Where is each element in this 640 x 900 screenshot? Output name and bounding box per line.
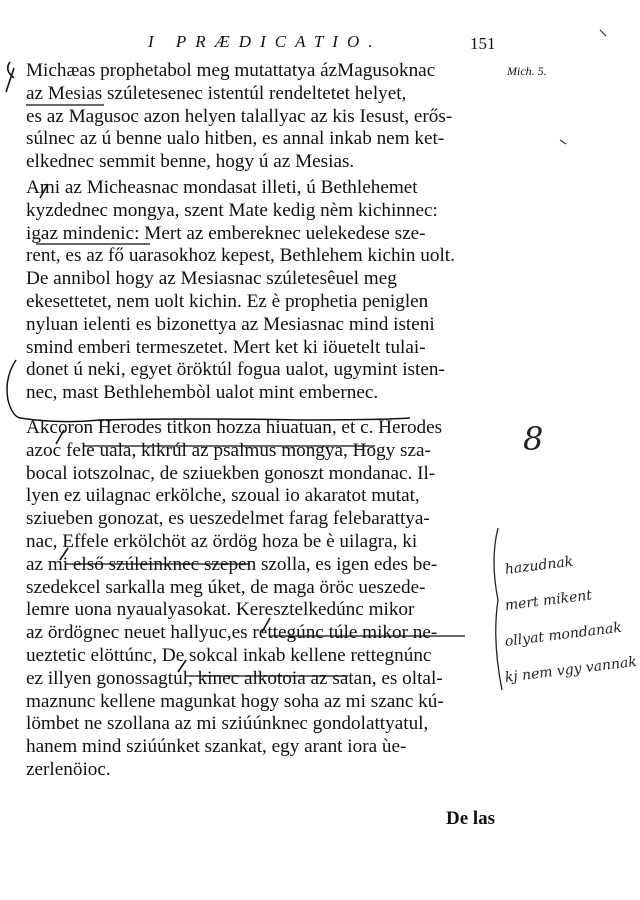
text-line: nyluan ielenti es bizonettya az Mesiasnac mind isteni — [26, 313, 435, 335]
text-line: Michæas prophetabol meg mutattatya ázMagusoknac — [26, 60, 436, 81]
margin-tick — [600, 30, 606, 36]
text-line: szedekcel sarkalla meg úket, de maga öröc ueszede- — [26, 576, 426, 598]
handwritten-note-line: hazudnak — [504, 553, 575, 578]
running-head: I PRÆDICATIO. — [148, 32, 382, 51]
handwritten-number: 8 — [523, 420, 544, 458]
text-line: maznunc kellene magunkat hogy soha az mi szanc kú- — [26, 690, 444, 712]
body-text — [26, 60, 498, 782]
text-line: lömbet ne szollana az mi sziúúnknec gondolattyatul, — [26, 713, 429, 735]
text-line: lyen ez uilagnac erkölche, szoual io akaratot mutat, — [26, 485, 420, 507]
text-line: lemre uona nyaualyasokat. Keresztelkedúnc mikor — [26, 599, 415, 621]
text-line: súlnec az ú benne ualo hitben, es annal inkab nem ket- — [26, 128, 445, 150]
page-number: 151 — [470, 34, 496, 53]
text-line: smind emberi termeszetet. Mert ket ki iöuetelt tulai- — [26, 336, 426, 358]
handwritten-note-line: ollyat mondanak — [504, 619, 623, 650]
text-line: ueztetic elöttúnc, De sokcal inkab kellene rettegnúnc — [26, 644, 432, 666]
handwritten-margin-note — [505, 552, 640, 696]
text-line: azoc fele uala, kikrúl az psalmus mongya, Hogy sza- — [26, 439, 431, 461]
text-line: nac, Effele erkölchöt az ördög hoza be è uilagra, ki — [26, 530, 418, 552]
text-line: donet ú neki, egyet öröktúl fogua ualot, ugymint isten- — [26, 359, 445, 381]
catchword: De las — [446, 808, 496, 829]
text-line: ekesettetet, nem uolt kichin. Ez è prophetia peniglen — [26, 290, 429, 312]
text-line: De annibol hogy az Mesiasnac szúletesêuel meg — [26, 268, 397, 290]
text-line: bocal iotszolnac, de sziuekben gonoszt mondanac. Il- — [26, 462, 436, 484]
text-line-lemma: Akcoron Herodes titkon hozza hiuatuan, et c. Herodes — [26, 416, 443, 438]
handwritten-note-line: kj nem vgy vannak — [504, 653, 638, 686]
text-line: kyzdednec mongya, szent Mate kedig nèm kichinnec: — [26, 199, 438, 221]
margin-stroke-top — [6, 62, 14, 92]
text-line: ez illyen gonossagtul, kinec alkotoia az satan, es oltal- — [26, 667, 443, 689]
text-line: sziueben gonozat, es ueszedelmet farag felebarattya- — [26, 508, 430, 530]
text-line: zerlenöioc. — [26, 758, 111, 780]
text-line: es az Magusoc azon helyen talallyac az kis Iesust, erős- — [26, 105, 453, 127]
text-line: nec, mast Bethlehembòl ualot mint embernec. — [26, 382, 379, 404]
text-line: rent, es az fő uarasokhoz kepest, Bethlehem kichin uolt. — [26, 245, 455, 267]
text-line: igaz mindenic: Mert az embereknec uelekedese sze- — [26, 222, 426, 244]
text-line: Ami az Micheasnac mondasat illeti, ú Bethlehemet — [26, 176, 418, 198]
marginal-scripture-reference: Mich. 5. — [507, 64, 547, 78]
text-line: az ördögnec neuet hallyuc,es rettegúnc túle mikor ne- — [26, 622, 438, 644]
text-line: elkednec semmit benne, hogy ú az Mesias. — [26, 151, 355, 173]
margin-tick — [560, 140, 566, 144]
text-line: az Mesias szúletesenec istentúl rendeltetet helyet, — [26, 82, 407, 104]
handwritten-note-line: mert mikent — [504, 587, 593, 614]
text-line: hanem mind sziúúnket szankat, egy arant iora ùe- — [26, 736, 407, 758]
text-line: az mi első szúleinknec szepen szolla, es igen edes be- — [26, 553, 438, 575]
